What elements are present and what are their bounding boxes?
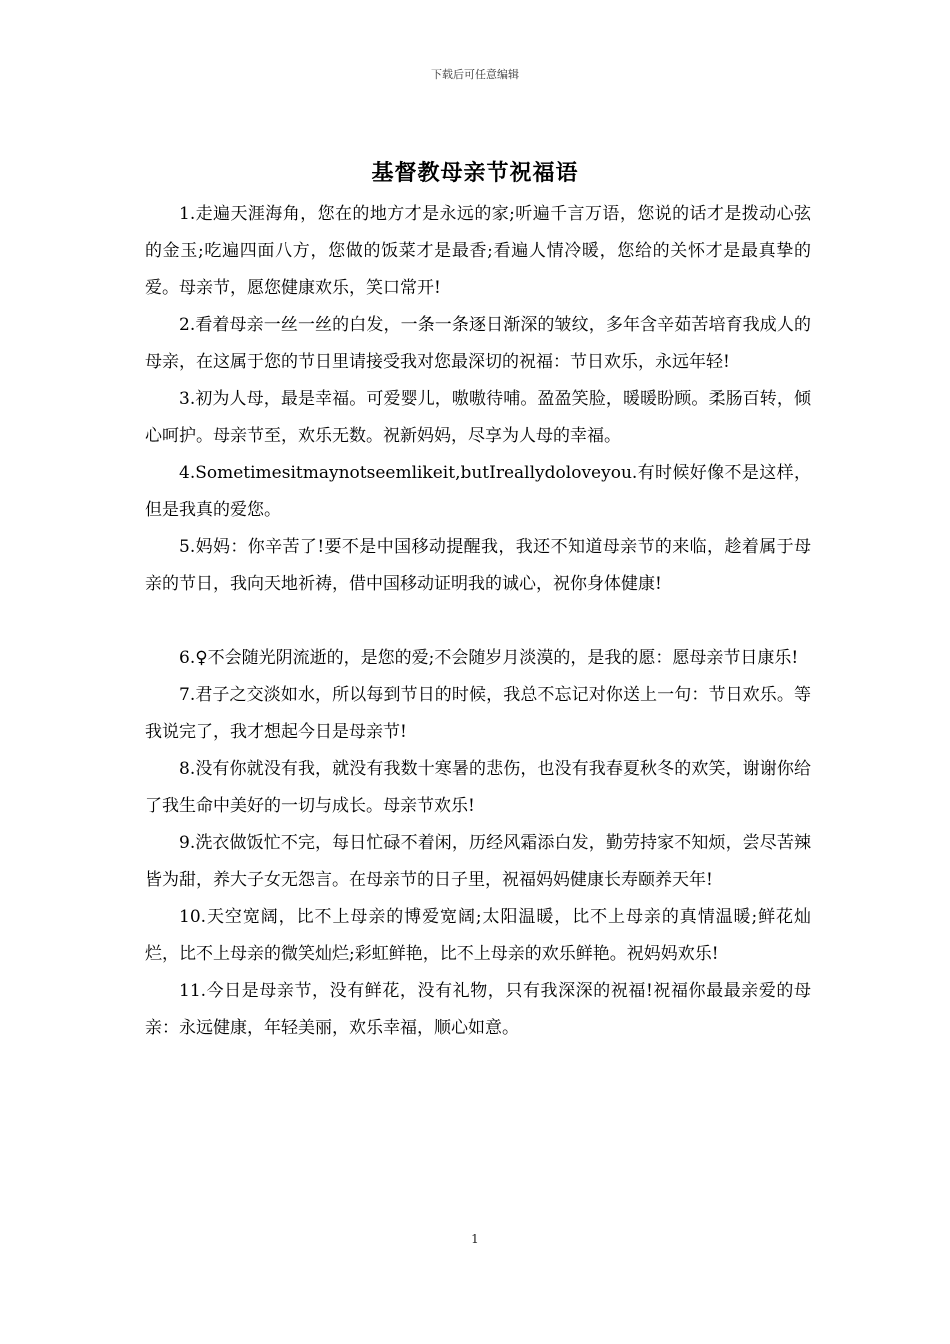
page-number: 1 bbox=[471, 1232, 479, 1246]
paragraph-7: 7.君子之交淡如水，所以每到节日的时候，我总不忘记对你送上一句：节日欢乐。等我说完了，我才想起今日是母亲节! bbox=[145, 685, 811, 742]
paragraph-10: 10.天空宽阔，比不上母亲的博爱宽阔;太阳温暖，比不上母亲的真情温暖;鲜花灿烂，比不上母亲的微笑灿烂;彩虹鲜艳，比不上母亲的欢乐鲜艳。祝妈妈欢乐! bbox=[145, 907, 811, 964]
document-body bbox=[145, 196, 811, 1047]
paragraph-3: 3.初为人母，最是幸福。可爱婴儿，嗷嗷待哺。盈盈笑脸，暖暖盼顾。柔肠百转，倾心呵护。母亲节至，欢乐无数。祝新妈妈，尽享为人母的幸福。 bbox=[145, 389, 811, 446]
paragraph-9: 9.洗衣做饭忙不完，每日忙碌不着闲，历经风霜添白发，勤劳持家不知烦，尝尽苦辣皆为甜，养大子女无怨言。在母亲节的日子里，祝福妈妈健康长寿颐养天年! bbox=[145, 833, 811, 890]
document-title: 基督教母亲节祝福语 bbox=[371, 160, 579, 186]
paragraph-6: 6.♀不会随光阴流逝的，是您的爱;不会随岁月淡漠的，是我的愿：愿母亲节日康乐! bbox=[179, 648, 799, 668]
paragraph-5: 5.妈妈：你辛苦了!要不是中国移动提醒我，我还不知道母亲节的来临，趁着属于母亲的节日，我向天地祈祷，借中国移动证明我的诚心，祝你身体健康! bbox=[145, 537, 811, 594]
paragraph-11: 11.今日是母亲节，没有鲜花，没有礼物，只有我深深的祝福!祝福你最最亲爱的母亲：永远健康，年轻美丽，欢乐幸福，顺心如意。 bbox=[145, 981, 811, 1038]
paragraph-2: 2.看着母亲一丝一丝的白发，一条一条逐日渐深的皱纹，多年含辛茹苦培育我成人的母亲，在这属于您的节日里请接受我对您最深切的祝福：节日欢乐，永远年轻! bbox=[145, 315, 811, 372]
paragraph-8: 8.没有你就没有我，就没有我数十寒暑的悲伤，也没有我春夏秋冬的欢笑，谢谢你给了我生命中美好的一切与成长。母亲节欢乐! bbox=[145, 759, 811, 816]
paragraph-4: 4.Sometimesitmaynotseemlikeit,butIreallydoloveyou.有时候好像不是这样，但是我真的爱您。 bbox=[145, 463, 811, 520]
page-header: 下载后可任意编辑 bbox=[431, 68, 519, 81]
paragraph-1: 1.走遍天涯海角，您在的地方才是永远的家;听遍千言万语，您说的话才是拨动心弦的金玉;吃遍四面八方，您做的饭菜才是最香;看遍人情冷暖，您给的关怀才是最真挚的爱。母亲节，愿您健康欢乐，笑口常开! bbox=[145, 204, 811, 298]
